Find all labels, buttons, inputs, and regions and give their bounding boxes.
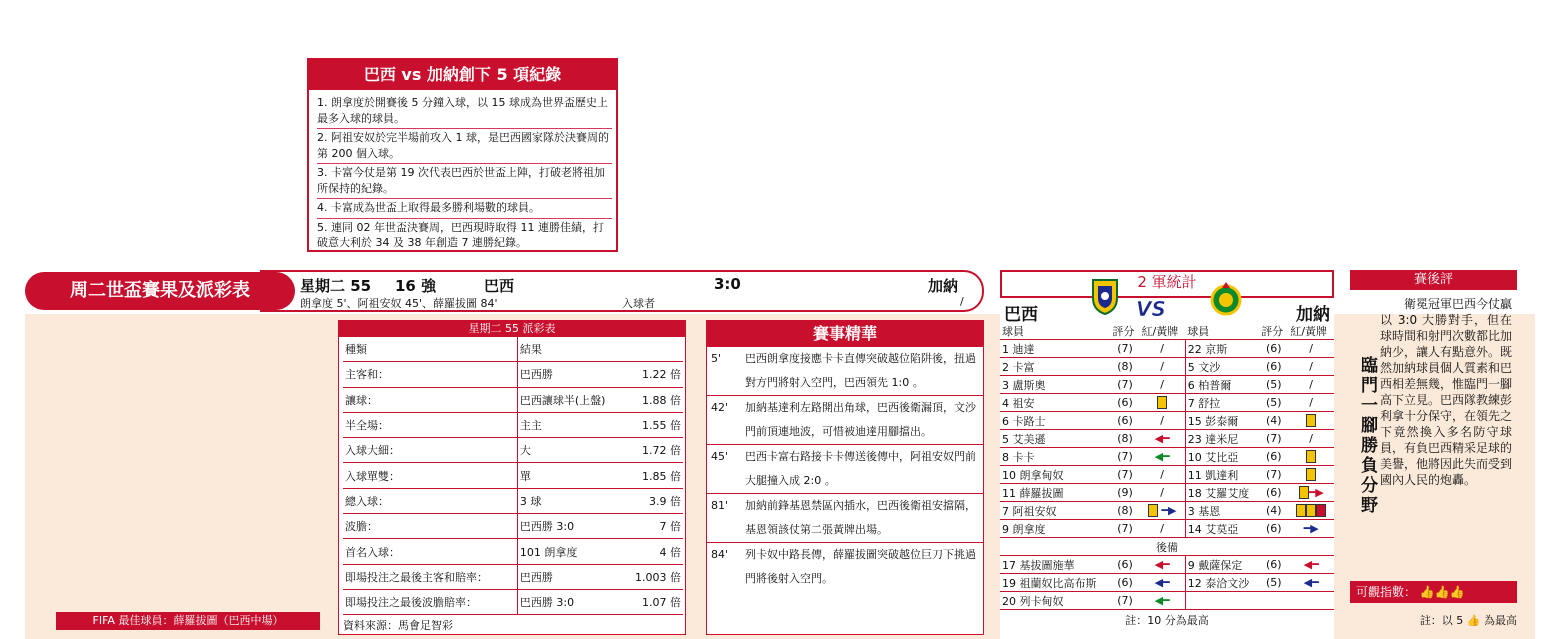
player: 14 艾莫亞 bbox=[1185, 520, 1259, 538]
yellow-card-icon bbox=[1299, 486, 1309, 499]
bet-odds: 3.9 倍 bbox=[624, 488, 683, 513]
player: 23 達米尼 bbox=[1185, 430, 1259, 448]
rating: (7) bbox=[1110, 520, 1139, 538]
rating: (7) bbox=[1259, 430, 1288, 448]
rating-note: 註：以 5 👍 為最高 bbox=[1419, 614, 1517, 627]
highlight-minute: 42' bbox=[711, 401, 729, 414]
payout-source: 資料來源：馬會足智彩 bbox=[343, 619, 453, 633]
cards: / bbox=[1140, 412, 1186, 430]
table-row bbox=[1000, 322, 1334, 340]
highlight-minute: 5' bbox=[711, 352, 722, 365]
yellow-card-icon bbox=[1306, 504, 1316, 517]
match-highlights bbox=[706, 320, 984, 635]
away-scorers: / bbox=[960, 295, 964, 308]
rating: (6) bbox=[1110, 412, 1139, 430]
player: 3 基恩 bbox=[1185, 502, 1259, 520]
table-row bbox=[343, 463, 683, 488]
cards bbox=[1288, 412, 1334, 430]
rating-label: 可觀指數： bbox=[1356, 585, 1417, 599]
ghana-crest-icon bbox=[1206, 278, 1246, 318]
table-row bbox=[343, 412, 683, 437]
bet-result: 巴西讓球半(上盤) bbox=[517, 387, 624, 412]
record-item: 3. 卡富今仗是第 19 次代表巴西於世盃上陣，打破老將祖加所保持的紀錄。 bbox=[317, 164, 612, 199]
player: 3 盧斯奧 bbox=[1000, 376, 1110, 394]
table-cell: 種類 bbox=[343, 337, 517, 362]
home-scorers: 朗拿度 5'、阿祖安奴 45'、薛羅拔圖 84' bbox=[300, 297, 498, 310]
table-row bbox=[343, 438, 683, 463]
yellow-card-icon bbox=[1306, 468, 1316, 481]
records-box bbox=[307, 58, 618, 252]
table-cell: 評分 bbox=[1110, 322, 1139, 340]
rating: (9) bbox=[1110, 484, 1139, 502]
rating: (7) bbox=[1110, 448, 1139, 466]
table-row bbox=[343, 539, 683, 564]
thumbs-up-icon: 👍👍👍 bbox=[1419, 585, 1465, 599]
subs-title: 後備 bbox=[1000, 538, 1334, 556]
bet-type: 即場投注之最後波膽賠率： bbox=[343, 589, 517, 614]
rating: (6) bbox=[1259, 358, 1288, 376]
highlight-text: 加納前鋒基恩禁區內插水，巴西後衛祖安擋隔，基恩領該仗第二張黃牌出場。 bbox=[745, 499, 976, 536]
stats-home: 巴西 bbox=[1004, 305, 1038, 325]
banner-title: 周二世盃賽果及派彩表 bbox=[25, 272, 295, 310]
record-item: 5. 連同 02 年世盃決賽周，巴西現時取得 11 連勝佳績，打破意大利於 34 及 38 年創造 7 連勝紀錄。 bbox=[317, 220, 604, 249]
rating: (6) bbox=[1259, 448, 1288, 466]
player: 10 艾比亞 bbox=[1185, 448, 1259, 466]
sub-out-arrow-icon: ◀━ bbox=[1154, 432, 1170, 445]
highlight-item bbox=[707, 543, 983, 591]
yellow-card-icon bbox=[1306, 414, 1316, 427]
bet-result: 單 bbox=[517, 463, 624, 488]
highlight-item bbox=[707, 494, 983, 543]
yellow-card-icon bbox=[1148, 504, 1158, 517]
rating: (6) bbox=[1259, 520, 1288, 538]
rating: (8) bbox=[1110, 358, 1139, 376]
cards: / bbox=[1140, 376, 1186, 394]
team-stats bbox=[1000, 270, 1334, 639]
cards: / bbox=[1140, 340, 1186, 358]
fifa-best-player: FIFA 最佳球員：薛羅拔圖（巴西中場） bbox=[56, 612, 320, 630]
table-row bbox=[1000, 412, 1334, 430]
player: 4 祖安 bbox=[1000, 394, 1110, 412]
rating: (5) bbox=[1259, 394, 1288, 412]
cards bbox=[1140, 430, 1186, 448]
records-title: 巴西 vs 加納創下 5 項紀錄 bbox=[309, 60, 616, 90]
player bbox=[1185, 592, 1259, 610]
table-row bbox=[1000, 520, 1334, 538]
highlight-minute: 81' bbox=[711, 499, 729, 512]
table-row bbox=[1000, 430, 1334, 448]
stats-away: 加納 bbox=[1296, 305, 1330, 325]
player: 19 祖蘭奴比高布斯 bbox=[1000, 574, 1110, 592]
table-cell: 紅/黃牌 bbox=[1288, 322, 1334, 340]
bet-type: 首名入球： bbox=[343, 539, 517, 564]
table-cell: 評分 bbox=[1259, 322, 1288, 340]
payout-title: 星期二 55 派彩表 bbox=[339, 321, 685, 337]
rating: (7) bbox=[1110, 592, 1139, 610]
rating: (6) bbox=[1259, 340, 1288, 358]
payout-grid bbox=[343, 337, 683, 615]
rating: (5) bbox=[1259, 574, 1288, 592]
sub-in-arrow-icon: ◀━ bbox=[1303, 558, 1319, 571]
table-row bbox=[1000, 502, 1334, 520]
player: 10 朗拿甸奴 bbox=[1000, 466, 1110, 484]
player: 18 艾羅艾度 bbox=[1185, 484, 1259, 502]
rating: (7) bbox=[1110, 466, 1139, 484]
sub-out-arrow-icon: ◀━ bbox=[1154, 450, 1170, 463]
match-stage: 16 強 bbox=[395, 277, 437, 295]
table-row bbox=[343, 589, 683, 614]
table-row bbox=[1000, 358, 1334, 376]
table-row bbox=[1000, 592, 1334, 610]
bet-result: 3 球 bbox=[517, 488, 624, 513]
vs-text: VS bbox=[1136, 298, 1166, 320]
review-body bbox=[1350, 296, 1517, 516]
player: 15 彭泰爾 bbox=[1185, 412, 1259, 430]
table-row bbox=[343, 488, 683, 513]
table-row bbox=[1000, 556, 1334, 574]
table-row bbox=[1000, 448, 1334, 466]
sub-out-arrow-icon: ━▶ bbox=[1303, 522, 1319, 535]
bet-odds: 1.85 倍 bbox=[624, 463, 683, 488]
bet-type: 入球大細： bbox=[343, 438, 517, 463]
player: 9 朗拿度 bbox=[1000, 520, 1110, 538]
table-cell: 紅/黃牌 bbox=[1140, 322, 1186, 340]
player: 11 凱達利 bbox=[1185, 466, 1259, 484]
table-row bbox=[343, 564, 683, 589]
player: 2 卡富 bbox=[1000, 358, 1110, 376]
cards: / bbox=[1288, 394, 1334, 412]
table-row bbox=[343, 362, 683, 387]
highlight-item bbox=[707, 347, 983, 396]
bet-odds: 1.55 倍 bbox=[624, 412, 683, 437]
cards: / bbox=[1288, 358, 1334, 376]
payout-table bbox=[338, 320, 686, 635]
table-row bbox=[1000, 340, 1334, 358]
bet-type: 總入球： bbox=[343, 488, 517, 513]
player: 5 艾美遜 bbox=[1000, 430, 1110, 448]
scorers-label: 入球者 bbox=[622, 297, 655, 310]
record-item: 1. 朗拿度於開賽後 5 分鐘入球，以 15 球成為世界盃歷史上最多入球的球員。 bbox=[317, 94, 612, 129]
bet-odds: 7 倍 bbox=[624, 514, 683, 539]
review-text: 衛冕冠軍巴西今仗贏以 3:0 大勝對手，但在球時間和射門次數都比加納少，讓人有點意外。既然加納球員個人質素和巴西相差無幾，惟臨門一腳高下立見。巴西隊教練彭利拿十分保守，在領先之下竟然換入多名防守球員，有負巴西精采足球的美譽，他將因此失而受到國內人民的炮轟。 bbox=[1380, 297, 1513, 487]
record-item: 2. 阿祖安奴於完半場前攻入 1 球，是巴西國家隊於決賽周的第 200 個入球。 bbox=[317, 129, 612, 164]
sub-in-arrow-icon: ◀━ bbox=[1303, 576, 1319, 589]
review-headline: 臨門一腳勝負分野 bbox=[1357, 356, 1377, 516]
bet-type: 波膽： bbox=[343, 514, 517, 539]
rating: (7) bbox=[1110, 376, 1139, 394]
stats-header bbox=[1000, 270, 1334, 298]
bet-type: 入球單雙： bbox=[343, 463, 517, 488]
yellow-card-icon bbox=[1157, 396, 1167, 409]
yellow-card-icon bbox=[1306, 450, 1316, 463]
table-row bbox=[1000, 394, 1334, 412]
table-row bbox=[343, 514, 683, 539]
player: 12 泰洽文沙 bbox=[1185, 574, 1259, 592]
player: 20 列卡甸奴 bbox=[1000, 592, 1110, 610]
cards bbox=[1288, 592, 1334, 610]
table-row bbox=[343, 337, 683, 362]
cards bbox=[1288, 448, 1334, 466]
rating: (6) bbox=[1110, 574, 1139, 592]
cards bbox=[1288, 484, 1334, 502]
bet-result: 巴西勝 3:0 bbox=[517, 589, 624, 614]
score-banner bbox=[260, 270, 984, 312]
rating: (4) bbox=[1259, 502, 1288, 520]
bet-result: 主主 bbox=[517, 412, 624, 437]
home-team: 巴西 bbox=[484, 277, 515, 295]
player: 9 戴薩保定 bbox=[1185, 556, 1259, 574]
bet-type: 讓球： bbox=[343, 387, 517, 412]
rating-bar bbox=[1350, 581, 1517, 603]
bet-result: 101 朗拿度 bbox=[517, 539, 624, 564]
table-row bbox=[343, 387, 683, 412]
highlight-item bbox=[707, 396, 983, 445]
sub-out-arrow-icon: ━▶ bbox=[1308, 485, 1324, 499]
cards bbox=[1288, 574, 1334, 592]
cards: / bbox=[1288, 430, 1334, 448]
bet-odds: 1.22 倍 bbox=[624, 362, 683, 387]
table-row bbox=[1000, 484, 1334, 502]
bet-odds: 1.88 倍 bbox=[624, 387, 683, 412]
table-cell: 結果 bbox=[517, 337, 683, 362]
cards bbox=[1288, 556, 1334, 574]
player: 1 迪達 bbox=[1000, 340, 1110, 358]
sub-out-arrow-icon: ━▶ bbox=[1161, 503, 1177, 517]
player: 5 文沙 bbox=[1185, 358, 1259, 376]
bet-result: 巴西勝 3:0 bbox=[517, 514, 624, 539]
cards: / bbox=[1288, 376, 1334, 394]
rating: (6) bbox=[1259, 556, 1288, 574]
stats-note: 註：10 分為最高 bbox=[1125, 614, 1209, 627]
rating: (5) bbox=[1259, 376, 1288, 394]
cards bbox=[1140, 592, 1186, 610]
player: 17 基拔圖施華 bbox=[1000, 556, 1110, 574]
table-row bbox=[1000, 538, 1334, 556]
player: 7 舒拉 bbox=[1185, 394, 1259, 412]
brazil-crest-icon bbox=[1090, 276, 1120, 316]
post-match-review bbox=[1350, 270, 1517, 639]
sub-in-arrow-icon: ◀━ bbox=[1154, 558, 1170, 571]
bet-result: 大 bbox=[517, 438, 624, 463]
rating: (8) bbox=[1110, 502, 1139, 520]
stats-table bbox=[1000, 322, 1334, 610]
rating: (6) bbox=[1110, 394, 1139, 412]
cards bbox=[1288, 502, 1334, 520]
bet-odds: 4 倍 bbox=[624, 539, 683, 564]
rating bbox=[1259, 592, 1288, 610]
record-item: 4. 卡富成為世盃上取得最多勝利場數的球員。 bbox=[317, 199, 612, 219]
vs-logo-icon bbox=[1134, 298, 1190, 320]
rating: (4) bbox=[1259, 412, 1288, 430]
cards: / bbox=[1140, 466, 1186, 484]
player: 11 薛羅拔圖 bbox=[1000, 484, 1110, 502]
player: 22 京斯 bbox=[1185, 340, 1259, 358]
stats-title: 2 軍統計 bbox=[1137, 273, 1197, 291]
bet-odds: 1.003 倍 bbox=[624, 564, 683, 589]
highlight-text: 巴西卡富右路接卡卡傳送後傳中，阿祖安奴門前大腿撞入成 2:0 。 bbox=[745, 450, 976, 487]
table-cell: 球員 bbox=[1000, 322, 1110, 340]
bet-type: 半全場： bbox=[343, 412, 517, 437]
highlight-text: 加納基達利左路開出角球，巴西後衛漏頂，文沙門前頂連地波，可惜被迪達用腳擋出。 bbox=[745, 401, 976, 438]
rating: (6) bbox=[1259, 484, 1288, 502]
table-row bbox=[1000, 376, 1334, 394]
player: 6 柏普爾 bbox=[1185, 376, 1259, 394]
cards bbox=[1140, 394, 1186, 412]
match-number: 星期二 55 bbox=[300, 277, 372, 295]
table-row bbox=[1000, 574, 1334, 592]
bet-type: 即場投注之最後主客和賠率： bbox=[343, 564, 517, 589]
table-row bbox=[1000, 466, 1334, 484]
yellow-card-icon bbox=[1296, 504, 1306, 517]
cards bbox=[1288, 520, 1334, 538]
match-score: 3:0 bbox=[714, 275, 741, 293]
bet-odds: 1.07 倍 bbox=[624, 589, 683, 614]
cards bbox=[1140, 448, 1186, 466]
cards bbox=[1140, 502, 1186, 520]
highlight-text: 巴西朗拿度接應卡卡直傳突破越位陷阱後，扭過對方門將射入空門，巴西領先 1:0 。 bbox=[745, 352, 976, 389]
cards bbox=[1288, 466, 1334, 484]
cards: / bbox=[1140, 358, 1186, 376]
away-team: 加納 bbox=[928, 277, 959, 295]
bet-result: 巴西勝 bbox=[517, 362, 624, 387]
player: 7 阿祖安奴 bbox=[1000, 502, 1110, 520]
rating: (7) bbox=[1259, 466, 1288, 484]
rating: (8) bbox=[1110, 430, 1139, 448]
cards bbox=[1140, 574, 1186, 592]
review-title: 賽後評 bbox=[1350, 270, 1517, 290]
cards: / bbox=[1140, 520, 1186, 538]
cards: / bbox=[1140, 484, 1186, 502]
records-list bbox=[317, 94, 612, 253]
player: 8 卡卡 bbox=[1000, 448, 1110, 466]
bet-odds: 1.72 倍 bbox=[624, 438, 683, 463]
cards bbox=[1140, 556, 1186, 574]
sub-in-arrow-icon: ◀━ bbox=[1154, 576, 1170, 589]
highlight-text: 列卡奴中路長傳，薛羅拔圖突破越位巨刀下挑過門將後射入空門。 bbox=[745, 548, 976, 585]
rating: (7) bbox=[1110, 340, 1139, 358]
table-cell: 球員 bbox=[1185, 322, 1259, 340]
bet-type: 主客和： bbox=[343, 362, 517, 387]
highlights-title: 賽事精華 bbox=[707, 321, 983, 347]
bet-result: 巴西勝 bbox=[517, 564, 624, 589]
highlight-minute: 45' bbox=[711, 450, 729, 463]
highlight-item bbox=[707, 445, 983, 494]
sub-in-arrow-icon: ◀━ bbox=[1154, 594, 1170, 607]
highlight-minute: 84' bbox=[711, 548, 729, 561]
red-card-icon bbox=[1316, 504, 1326, 517]
cards: / bbox=[1288, 340, 1334, 358]
player: 6 卡路士 bbox=[1000, 412, 1110, 430]
rating: (6) bbox=[1110, 556, 1139, 574]
